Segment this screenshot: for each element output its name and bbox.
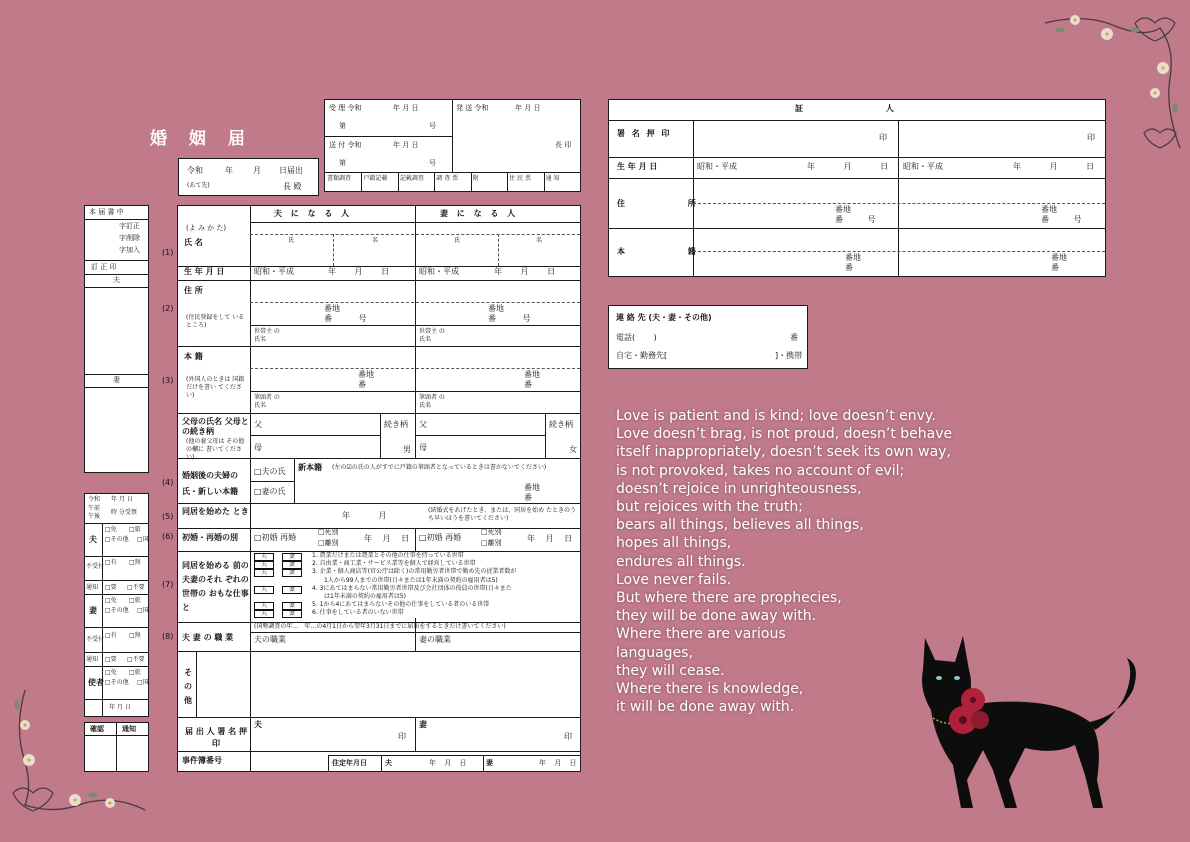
- occupation-item: 6. 仕事をしている者のいない世帯: [312, 609, 404, 617]
- witness1-bango: 番 号: [835, 215, 876, 224]
- wife-honseki-ban: 番: [524, 380, 532, 389]
- parents-note: (他の養父母は その他の欄に 書いてください): [186, 438, 245, 461]
- wife-first-re-date: 年 月 日: [527, 534, 573, 543]
- office-received: 受 理 令和: [329, 104, 362, 112]
- wife-daughter: 女: [569, 445, 577, 454]
- witness2-bango: 番 号: [1041, 215, 1082, 224]
- reception-messenger: 使者: [88, 678, 104, 687]
- reception-wife-opt-1: □免: [105, 597, 117, 604]
- husband-occupation-box-1[interactable]: 夫: [254, 553, 274, 561]
- poem-text: [616, 407, 952, 716]
- office-column-6: 住 民 票: [509, 175, 531, 182]
- form-title: 婚 姻 届: [150, 129, 253, 149]
- wife-zokugara: 続き柄: [549, 420, 573, 429]
- poem-line: Where there is knowledge,: [616, 681, 804, 698]
- husband-first-re[interactable]: □初婚 再婚: [254, 533, 297, 542]
- reception-opt-2: □旅: [129, 526, 141, 533]
- section-marker-2: (2): [162, 304, 174, 313]
- occupation-item: は1年未満の契約の雇用者は5): [324, 593, 406, 600]
- wife-divorce[interactable]: □離別: [481, 539, 502, 547]
- filing-month: 月: [253, 166, 261, 175]
- reception-wife-noneed: □不要: [127, 656, 145, 663]
- reception-am: 午前: [88, 505, 101, 512]
- residence-date-box: [328, 755, 581, 772]
- section-marker-1: (1): [162, 248, 174, 257]
- wife-hittousha: 筆頭者 の氏名: [419, 394, 445, 409]
- contact-mobile: ]・携帯: [775, 351, 803, 360]
- section-marker-3: (3): [162, 376, 174, 385]
- new-honseki-label: 新本籍: [298, 463, 322, 472]
- reception-opt-5: □国: [137, 536, 149, 543]
- reception-wife-need: □要: [105, 656, 117, 663]
- poem-line: But where there are prophecies,: [616, 590, 842, 607]
- husband-uji-option[interactable]: □夫の氏: [254, 467, 286, 476]
- husband-son: 男: [403, 445, 411, 454]
- husband-occupation-box-3[interactable]: 夫: [254, 569, 274, 577]
- reception-husband: 夫: [89, 535, 97, 544]
- reception-msg-date: 年 月 日: [109, 704, 131, 711]
- reception-wife-no: □無: [129, 632, 141, 639]
- poem-line: bears all things, believes all things,: [616, 517, 864, 534]
- office-use-box: [324, 99, 581, 192]
- wife-occupation-box-7[interactable]: 妻: [282, 602, 302, 610]
- reception-opt-1: □免: [105, 526, 117, 533]
- reception-yes: □有: [105, 559, 117, 566]
- poem-line: but rejoices with the truth;: [616, 499, 803, 516]
- occupation-item: 5. 1から4にあてはまらないその他の仕事をしている者のいる世帯: [312, 601, 490, 609]
- office-column-1: 書類調査: [327, 175, 352, 182]
- witness-title: 証 人: [795, 104, 934, 113]
- confirm-label: 確認: [90, 725, 104, 733]
- witness-sign-label: 署 名 押 印: [617, 129, 672, 138]
- wife-household: 世帯主 の氏名: [419, 328, 445, 343]
- husband-occupation-box-2[interactable]: 夫: [254, 561, 274, 569]
- office-sent-go: 号: [429, 159, 436, 167]
- poem-line: Where there are various: [616, 626, 786, 643]
- contact-ban: 番: [790, 333, 798, 342]
- wife-uji-option[interactable]: □妻の氏: [254, 487, 286, 496]
- wife-first-re[interactable]: □初婚 再婚: [419, 533, 462, 542]
- black-cat-illustration: [905, 630, 1145, 815]
- marriage-form: [177, 205, 581, 772]
- residence-label: 住定年月日: [332, 759, 367, 767]
- occupation-item: 1. 農業だけまたは農業とその他の仕事を持っている世帯: [312, 552, 464, 559]
- poem-line: itself inappropriately, doesn’t seek its own way,: [616, 444, 951, 461]
- witness-box: [608, 99, 1106, 277]
- witness1-seal: 印: [879, 133, 887, 142]
- witness2-banchi: 番地: [1041, 205, 1057, 214]
- witness2-honseki-ban: 番: [1051, 263, 1059, 272]
- husband-zokugara: 続き柄: [384, 420, 408, 429]
- new-honseki-banchi: 番地: [524, 483, 540, 492]
- office-column-4: 調 査 票: [436, 175, 459, 182]
- office-sent-date: 年 月 日: [393, 141, 419, 149]
- reception-msg-opt-5: □国: [137, 679, 149, 686]
- section-marker-7: (7): [162, 580, 174, 589]
- yomikata-label: (よ み か た): [186, 224, 227, 232]
- new-honseki-note: (左の☑の氏の人がすでに戸籍の筆頭者となっているときは書かないでください): [332, 464, 547, 471]
- reception-wife-fuzu: 不受付: [86, 636, 105, 643]
- husband-household: 世帯主 の氏名: [254, 328, 280, 343]
- new-honseki-ban: 番: [524, 493, 532, 502]
- correction-wife: 妻: [113, 376, 120, 384]
- husband-first-re-date: 年 月 日: [364, 534, 410, 543]
- husband-birth-era: 昭和・平成: [254, 267, 294, 276]
- address-label: 住 所: [184, 286, 203, 295]
- reception-pm: 午後: [88, 513, 101, 520]
- birthdate-label: 生 年 月 日: [184, 267, 225, 276]
- section-marker-6: (6): [162, 532, 174, 541]
- filing-day: 日届出: [279, 166, 303, 175]
- husband-occupation-box-8[interactable]: 夫: [254, 610, 274, 618]
- husband-honseki-banchi: 番地: [358, 370, 374, 379]
- office-dispatch-date: 年 月 日: [515, 104, 541, 112]
- filing-date-box: [178, 158, 319, 196]
- case-label: 事件簿番号: [182, 756, 222, 765]
- reception-msg-opt-1: □免: [105, 669, 117, 676]
- husband-hittousha: 筆頭者 の氏名: [254, 394, 280, 409]
- section-marker-4: (4): [162, 478, 174, 487]
- husband-seal: 印: [398, 732, 406, 741]
- parents-label: 父母の氏名 父母との続き柄: [182, 417, 249, 436]
- poem-line: Love never fails.: [616, 571, 732, 588]
- filing-to: (あて先): [187, 182, 210, 189]
- poem-line: is not provoked, takes no account of evil;: [616, 462, 905, 479]
- wife-birth-ymd: 年 月 日: [494, 267, 556, 276]
- section-marker-5: (5): [162, 512, 174, 521]
- vine-decoration-bottom-left: [5, 685, 155, 835]
- office-column-5: 附: [472, 175, 479, 182]
- residence-husband: 夫: [385, 759, 392, 767]
- office-dispatch: 発 送 令和: [456, 104, 489, 112]
- correction-husband: 夫: [113, 276, 120, 284]
- office-column-7: 通 知: [545, 175, 560, 182]
- residence-husband-date: 年 月 日: [429, 759, 467, 767]
- poem-line: endures all things.: [616, 553, 746, 570]
- reception-no: □無: [129, 559, 141, 566]
- reception-notice: 通知: [86, 584, 99, 591]
- witness1-honseki-ban: 番: [845, 263, 853, 272]
- husband-father: 父: [254, 420, 262, 429]
- cohabit-label: 同居を始めた とき: [182, 507, 249, 516]
- reception-msg-opt-2: □旅: [129, 669, 141, 676]
- correction-line-3: 字加入: [119, 246, 140, 254]
- reception-time: 時 分受領: [111, 509, 137, 516]
- filing-era: 令和: [187, 166, 203, 175]
- correction-line-1: 字訂正: [119, 222, 140, 230]
- reception-panel: [84, 493, 149, 717]
- office-received-num: 第: [339, 122, 346, 130]
- husband-signer: 夫: [254, 720, 262, 729]
- wife-birth-era: 昭和・平成: [419, 267, 459, 276]
- husband-occupation-box-5[interactable]: 夫: [254, 586, 274, 594]
- correction-stamp: 訂 正 印: [91, 263, 117, 271]
- wife-occupation-box-5[interactable]: 妻: [282, 586, 302, 594]
- correction-panel: [84, 205, 149, 473]
- husband-job: 夫の職業: [254, 635, 286, 644]
- wife-column-head: 妻 に な る 人: [440, 209, 519, 218]
- reception-wife: 妻: [89, 606, 97, 615]
- husband-mei: 名: [372, 237, 379, 244]
- witness2-birth-era: 昭和・平成: [903, 162, 943, 171]
- occupation-item: 3. 企業・個人商店等(官公庁は除く)の常用勤労者世帯で勤め先の従業者数が: [312, 568, 517, 576]
- address-note: (住民登録をして いるところ): [186, 314, 245, 329]
- wife-signer: 妻: [419, 720, 427, 729]
- poem-line: they will be done away with.: [616, 608, 817, 625]
- honseki-note: (外国人のときは 国籍だけを書い てください): [186, 376, 245, 399]
- other-label: そ の 他: [184, 668, 192, 705]
- wife-occupation-box-3[interactable]: 妻: [282, 569, 302, 577]
- honseki-label: 本 籍: [184, 352, 203, 361]
- wife-uji: 氏: [454, 237, 461, 244]
- witness-birth-label: 生 年 月 日: [617, 162, 658, 171]
- residence-wife-date: 年 月 日: [539, 759, 577, 767]
- wife-banchi: 番地: [488, 304, 504, 313]
- contact-phone: 電話( ): [616, 333, 657, 342]
- reception-wife-opt-2: □旅: [129, 597, 141, 604]
- office-received-date: 年 月 日: [393, 104, 419, 112]
- office-column-3: 記載調査: [399, 175, 424, 182]
- name-label: 氏 名: [184, 238, 203, 247]
- husband-death[interactable]: □死別: [318, 528, 339, 536]
- office-sent-num: 第: [339, 159, 346, 167]
- witness1-birth-era: 昭和・平成: [697, 162, 737, 171]
- husband-bango: 番 号: [324, 314, 367, 323]
- poem-line: hopes all things,: [616, 535, 732, 552]
- vine-decoration-top-right: [1035, 8, 1185, 158]
- reception-wife-opt-5: □国: [137, 607, 149, 614]
- wife-seal: 印: [564, 732, 572, 741]
- husband-birth-ymd: 年 月 日: [328, 267, 390, 276]
- wife-job: 妻の職業: [419, 635, 451, 644]
- witness-address-label: 住 所: [617, 199, 726, 208]
- witness1-banchi: 番地: [835, 205, 851, 214]
- first-re-label: 初婚・再婚の別: [182, 533, 238, 542]
- poem-line: they will cease.: [616, 662, 725, 679]
- reception-fuzu: 不受付: [86, 563, 105, 570]
- reception-wife-opt-4: □その他: [105, 607, 129, 614]
- reception-noneed: □不要: [127, 584, 145, 591]
- husband-mother: 母: [254, 443, 262, 452]
- cohabit-note: (結婚式をあげたとき、または、同居を始め たときのうち早いほうを書いてください): [428, 507, 577, 522]
- office-sent: 送 付 令和: [329, 141, 362, 149]
- wife-occupation-box-8[interactable]: 妻: [282, 610, 302, 618]
- reception-need: □要: [105, 584, 117, 591]
- husband-column-head: 夫 に な る 人: [274, 209, 353, 218]
- poem-line: Love doesn’t brag, is not proud, doesn’t behave: [616, 426, 953, 443]
- contact-work: 自宅・勤務先[: [616, 351, 668, 360]
- filing-year: 年: [225, 166, 233, 175]
- husband-banchi: 番地: [324, 304, 340, 313]
- husband-occupation-box-7[interactable]: 夫: [254, 602, 274, 610]
- residence-wife: 妻: [486, 759, 493, 767]
- occupation-item: 4. 3にあてはまらない常用勤労者世帯及び会社団体の役員の世帯(日々また: [312, 584, 512, 592]
- poem-line: doesn’t rejoice in unrighteousness,: [616, 480, 862, 497]
- contact-title: 連 絡 先 (夫・妻・その他): [616, 313, 712, 322]
- wife-occupation-box-1[interactable]: 妻: [282, 553, 302, 561]
- section-marker-8: (8): [162, 632, 174, 641]
- job-note: (国勢調査の年… 年…の4月1日から翌年3月31日までに届出をするときだけ書いてください): [254, 623, 506, 630]
- occupation-item: 1人から99人までの世帯(日々または1年未満の契約の雇用者は5): [324, 576, 498, 584]
- notice-label: 通知: [122, 725, 136, 733]
- poem-line: Love is patient and is kind; love doesn’t envy.: [616, 408, 936, 424]
- occupation-head: 同居を始める 前の夫妻のそれ ぞれの世帯の おもな仕事と: [182, 561, 249, 612]
- office-column-2: 戸籍記載: [363, 175, 388, 182]
- witness1-birth-ymd: 年 月 日: [807, 162, 889, 171]
- reception-era: 令和: [88, 496, 101, 503]
- correction-head: 本 届 書 中: [89, 208, 124, 216]
- reception-msg-opt-4: □その他: [105, 679, 129, 686]
- wife-occupation-box-2[interactable]: 妻: [282, 561, 302, 569]
- job-label: 夫 妻 の 職 業: [182, 633, 234, 642]
- reception-opt-4: □その他: [105, 536, 129, 543]
- witness1-honseki-banchi: 番地: [845, 253, 861, 262]
- cohabit-ym: 年 月: [342, 511, 387, 520]
- correction-line-2: 字削除: [119, 234, 140, 242]
- husband-divorce[interactable]: □離別: [318, 539, 339, 547]
- reception-wife-yes: □有: [105, 632, 117, 639]
- witness2-seal: 印: [1087, 133, 1095, 142]
- reception-date: 年 月 日: [111, 496, 133, 503]
- filing-chief: 長 殿: [283, 182, 302, 191]
- witness2-honseki-banchi: 番地: [1051, 253, 1067, 262]
- signer-label: 届 出 人 署 名 押 印: [185, 727, 247, 748]
- witness2-birth-ymd: 年 月 日: [1013, 162, 1095, 171]
- wife-bango: 番 号: [488, 314, 531, 323]
- occupation-item: 2. 自由業・商工業・サービス業等を個人で経営している世帯: [312, 560, 476, 568]
- wife-father: 父: [419, 420, 427, 429]
- poem-line: it will be done away with.: [616, 699, 795, 716]
- wife-death[interactable]: □死別: [481, 528, 502, 536]
- new-uji-label: 婚姻後の夫婦の 氏・新しい本籍: [182, 471, 238, 496]
- husband-uji: 氏: [288, 237, 295, 244]
- witness-honseki-label: 本 籍: [617, 247, 726, 256]
- wife-honseki-banchi: 番地: [524, 370, 540, 379]
- reception-wife-notice: 通知: [86, 656, 99, 663]
- contact-box: [608, 305, 808, 369]
- wife-mei: 名: [536, 237, 543, 244]
- wife-mother: 母: [419, 443, 427, 452]
- poem-line: languages,: [616, 644, 693, 661]
- office-received-go: 号: [429, 122, 436, 130]
- office-chief: 長 印: [555, 141, 572, 149]
- husband-honseki-ban: 番: [358, 380, 366, 389]
